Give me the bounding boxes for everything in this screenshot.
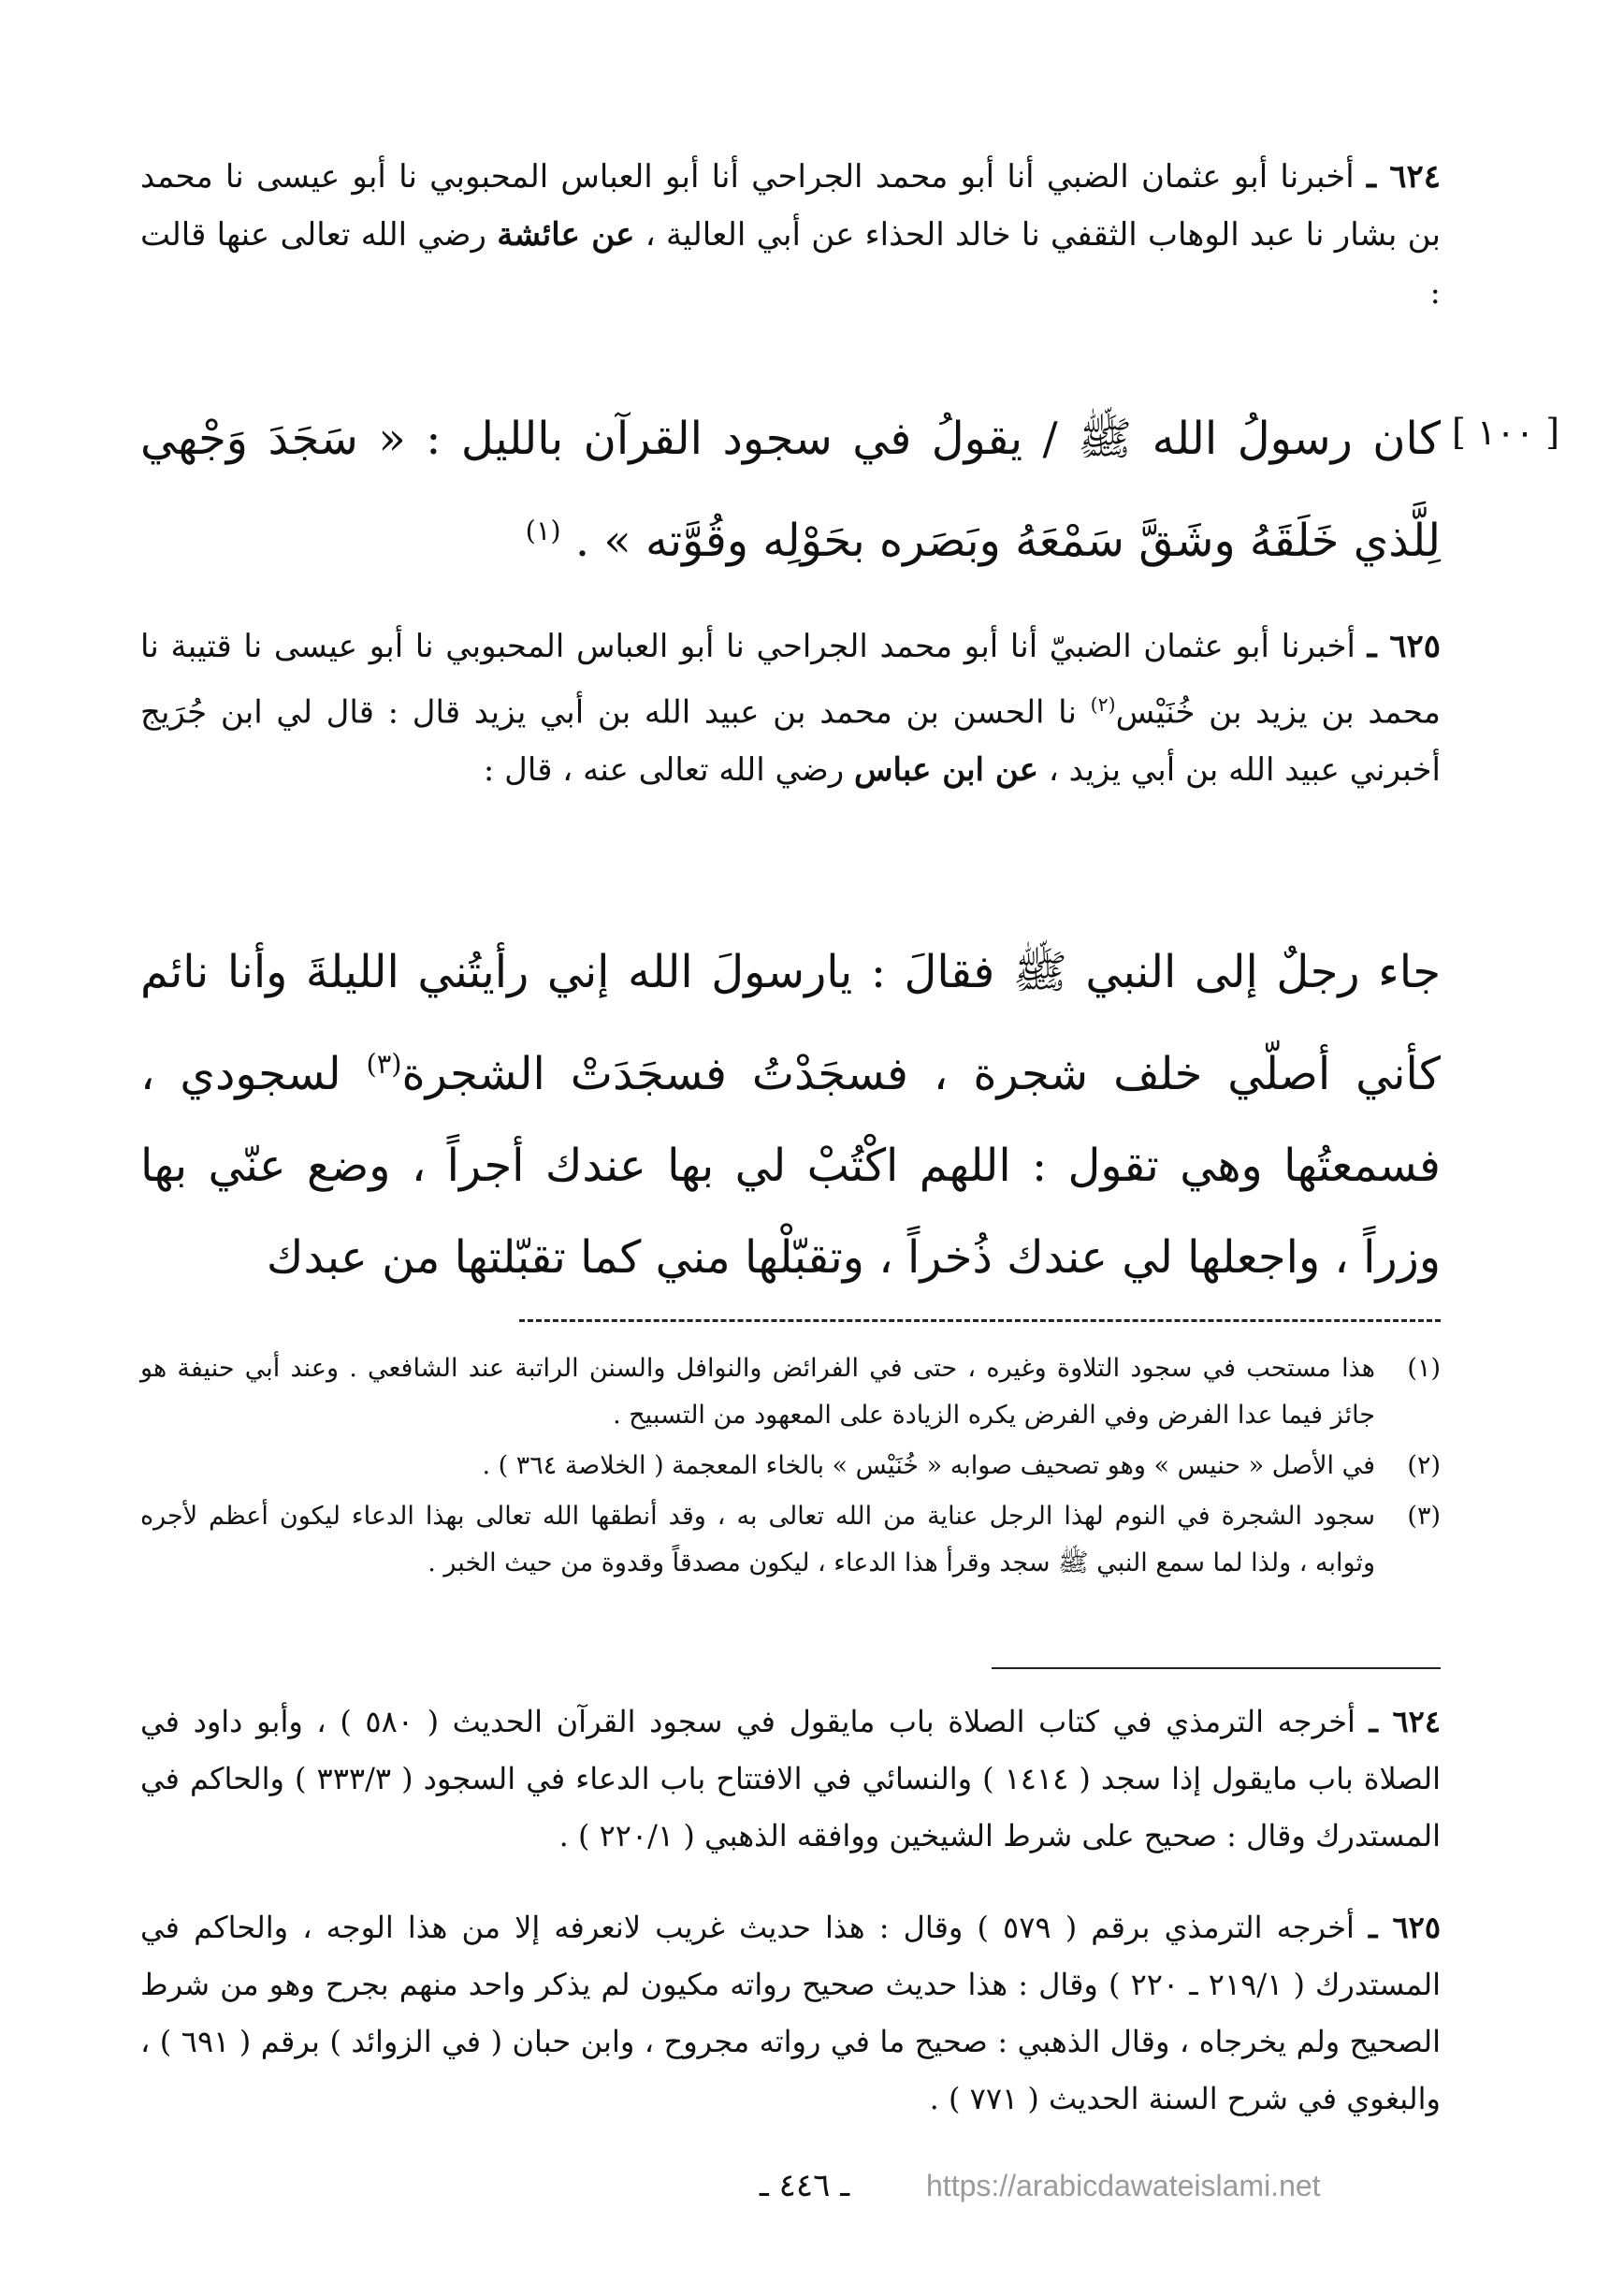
hadith-625-isnad-end: رضي الله تعالى عنه ، قال :: [483, 751, 845, 790]
hadith-624-isnad-text: أخبرنا أبو عثمان الضبي أنا أبو محمد الجراحي أنا أبو العباس المحبوبي نا أبو عيسى نا محمد بن بشار نا عبد الوهاب الثقفي نا خالد الحذاء عن أبي العالية ،: [140, 158, 1441, 254]
footnote-mark-2: (٢): [1090, 693, 1116, 716]
footnote-2-number: (٢): [1407, 1451, 1441, 1480]
solid-separator: [992, 1667, 1441, 1669]
footnotes: [140, 1345, 1441, 1591]
footnote-mark-3: (٣): [366, 1048, 402, 1080]
footnote-1: [140, 1345, 1441, 1439]
margin-page-reference: [ ١٠٠ ]: [1452, 412, 1560, 453]
hadith-625-isnad: [140, 618, 1441, 799]
dashed-separator: [519, 1319, 1441, 1322]
takhrij-625-text: أخرجه الترمذي برقم ( ٥٧٩ ) وقال : هذا حديث غريب لانعرفه إلا من هذا الوجه ، والحاكم في المستدرك ( ٢١٩/١ ـ ٢٢٠ ) وقال : هذا حديث صحيح رواته مكيون لم يذكر واحد منهم بجرح وهو من شرط الصحيح ولم يخرجاه ، وقال الذهبي : صحيح ما في رواته مجروح ، وابن حبان ( في الزوائد ) برقم ( ٦٩١ ) ، والبغوي في شرح السنة الحديث ( ٧٧١ ) .: [140, 1910, 1442, 2116]
hadith-624-isnad: [140, 148, 1441, 322]
hadith-625-isnad-text: أخبرنا أبو عثمان الضبيّ أنا أبو محمد الجراحي نا أبو العباس المحبوبي نا أبو عيسى نا قتيبة نا محمد بن يزيد بن خُنَيْس: [140, 628, 1442, 732]
footnote-1-number: (١): [1407, 1354, 1441, 1383]
hadith-625-number: ٦٢٥ ـ: [1367, 628, 1441, 665]
takhrij-624: [140, 1693, 1441, 1865]
hadith-625-matn: [140, 926, 1441, 1303]
footnote-3: [140, 1493, 1441, 1587]
footnote-2: [140, 1443, 1441, 1489]
hadith-624-narrator: عن عائشة: [497, 216, 635, 254]
page-number: ـ ٤٤٦ ـ: [759, 2167, 850, 2204]
takhrij-624-number: ٦٢٤ ـ: [1369, 1704, 1442, 1739]
takhrij-625: [140, 1899, 1441, 2128]
hadith-624-number: ٦٢٤ ـ: [1366, 158, 1441, 196]
hadith-625-narrator: عن ابن عباس: [853, 751, 1038, 790]
hadith-624-matn: [140, 393, 1441, 587]
footnote-mark-1: (١): [525, 515, 561, 546]
watermark-url: https://arabicdawateislami.net: [926, 2169, 1321, 2202]
hadith-624-matn-text: كان رسولُ الله ﷺ / يقولُ في سجود القرآن بالليل : « سَجَدَ وَجْهي لِلَّذي خَلَقَهُ وشَقَّ سَمْعَهُ وبَصَره بحَوْلِه وقُوَّته » .: [140, 413, 1441, 567]
hadith-624-isnad-end: رضي الله تعالى عنها قالت :: [140, 216, 1441, 312]
footnote-1-text: هذا مستحب في سجود التلاوة وغيره ، حتى في الفرائض والنوافل والسنن الراتبة عند الشافعي . وعند أبي حنيفة هو جائز فيما عدا الفرض وفي الفرض يكره الزيادة على المعهود من التسبيح .: [140, 1354, 1375, 1430]
footnote-2-text: في الأصل « حنيس » وهو تصحيف صوابه « خُنَيْس » بالخاء المعجمة ( الخلاصة ٣٦٤ ) .: [482, 1451, 1375, 1480]
hadith-625-matn-part1: جاء رجلٌ إلى النبي ﷺ فقالَ : يارسولَ الله إني رأيتُني الليلةَ وأنا نائم كأني أصلّي خلف شجرة ، فسجَدْتُ فسجَدَتْ الشجرة: [140, 946, 1441, 1100]
takhrij-624-text: أخرجه الترمذي في كتاب الصلاة باب مايقول في سجود القرآن الحديث ( ٥٨٠ ) ، وأبو داود في الصلاة باب مايقول إذا سجد ( ١٤١٤ ) والنسائي في الافتتاح باب الدعاء في السجود ( ٣٣٣/٣ ) والحاكم في المستدرك وقال : صحيح على شرط الشيخين ووافقه الذهبي ( ٢٢٠/١ ) .: [140, 1704, 1442, 1853]
footnote-3-number: (٣): [1407, 1502, 1441, 1531]
footnote-3-text: سجود الشجرة في النوم لهذا الرجل عناية من الله تعالى به ، وقد أنطقها الله تعالى بهذا الدعاء ليكون أعظم لأجره وثوابه ، ولذا لما سمع النبي ﷺ سجد وقرأ هذا الدعاء ، ليكون مصدقاً وقدوة من حيث الخبر .: [140, 1502, 1375, 1577]
hadith-625-matn-part2: لسجودي ، فسمعتُها وهي تقول : اللهم اكْتُبْ لي بها عندك أجراً ، وضع عنّي بها وزراً ، واجعلها لي عندك ذُخراً ، وتقبّلْها مني كما تقبّلتها من عبدك: [140, 1048, 1441, 1284]
takhrij-625-number: ٦٢٥ ـ: [1369, 1910, 1442, 1945]
hadith-625-isnad-cont: نا الحسن بن محمد بن عبيد الله بن أبي يزيد قال : قال لي ابن جُرَيج أخبرني عبيد الله بن أبي يزيد ،: [140, 693, 1441, 790]
